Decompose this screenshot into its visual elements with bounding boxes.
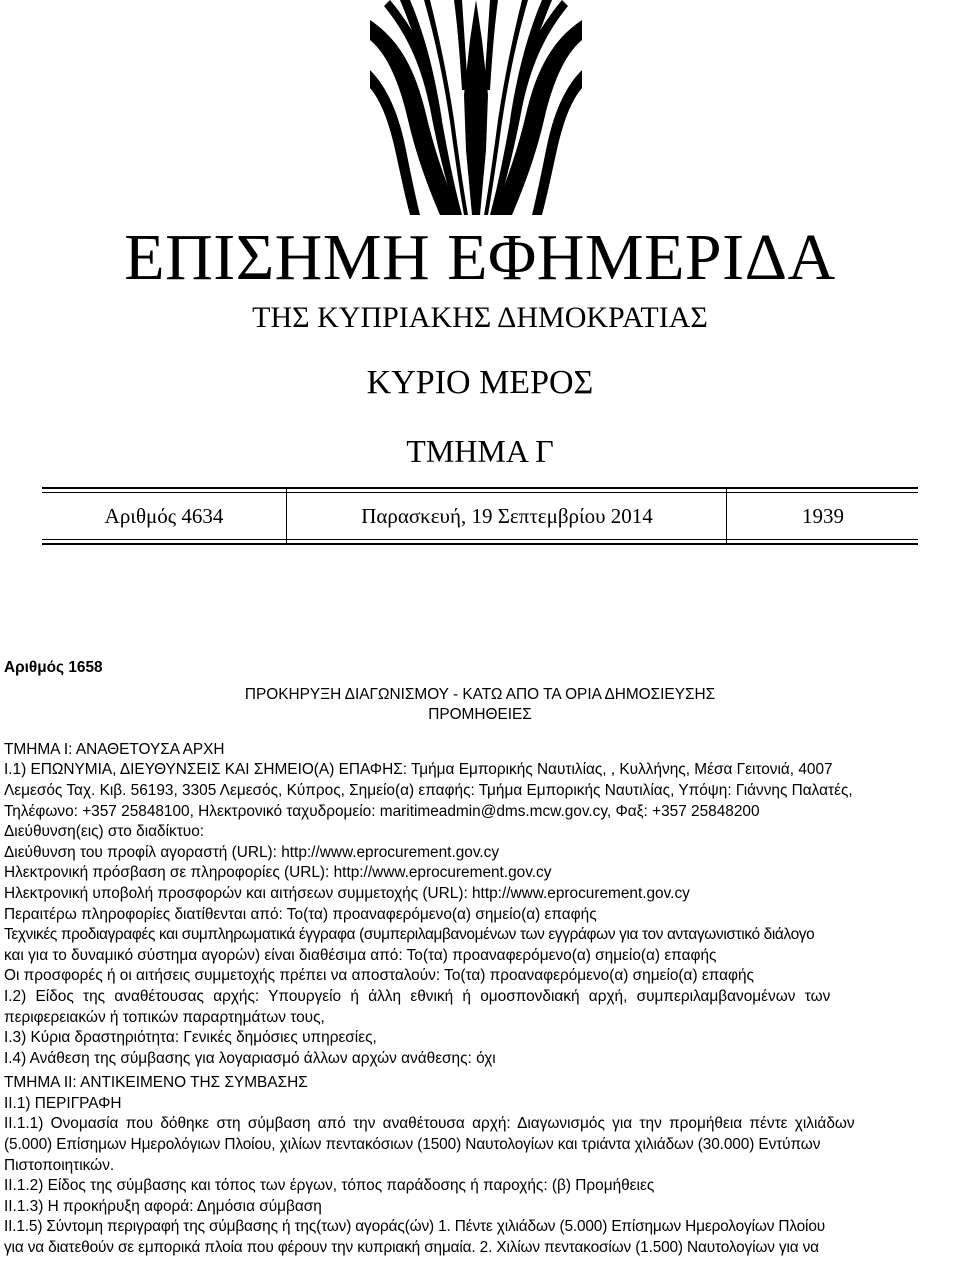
gazette-part: ΚΥΡΙΟ ΜΕΡΟΣ (366, 364, 594, 401)
issue-bar-bottom-rule (42, 539, 918, 540)
notice-body (4, 658, 956, 1259)
text-line: για να διατεθούν σε εμπορικά πλοία που φέρουν την κυπριακή σημαία. 2. Χιλίων πεντακοσίων (1.500) Ναυτολογίων για να (4, 1239, 819, 1257)
text-line: ΙΙ.1.1) Ονομασία που δόθηκε στη σύμβαση από την αναθέτουσα αρχή: Διαγωνισμός για την προμήθεια πέντε χιλιάδων (4, 1115, 855, 1133)
text-line: Περαιτέρω πληροφορίες διατίθενται από: Το(τα) προαναφερόμενο(α) σημείο(α) επαφής (4, 905, 597, 923)
notice-heading-category: ΠΡΟΜΗΘΕΙΕΣ (428, 706, 532, 724)
text-line: Ι.2) Είδος της αναθέτουσας αρχής: Υπουργείο ή άλλη εθνική ή ομοσπονδιακή αρχή, συμπεριλαμβανομένων των (4, 987, 831, 1005)
issue-bar-divider (286, 489, 287, 543)
section-1-title: ΤΜΗΜΑ Ι: ΑΝΑΘΕΤΟΥΣΑ ΑΡΧΗ (4, 740, 225, 758)
text-line: Διεύθυνση(εις) στο διαδίκτυο: (4, 823, 205, 841)
text-line: ΙΙ.1.3) Η προκήρυξη αφορά: Δημόσια σύμβαση (4, 1197, 322, 1215)
text-line: ΙΙ.1.2) Είδος της σύμβασης και τόπος των έργων, τόπος παράδοσης ή παροχής: (β) Προμήθειες (4, 1177, 655, 1195)
text-line: περιφερειακών ή τοπικών παραρτημάτων τους, (4, 1008, 325, 1026)
coat-of-arms-emblem (370, 0, 582, 215)
gazette-title: ΕΠΙΣΗΜΗ ΕΦΗΜΕΡΙΔΑ (124, 221, 836, 294)
issue-date: Παρασκευή, 19 Σεπτεμβρίου 2014 (361, 504, 653, 528)
issue-info-bar (42, 487, 918, 545)
issue-number: Αριθμός 4634 (104, 504, 224, 528)
text-line: Λεμεσός Ταχ. Κιβ. 56193, 3305 Λεμεσός, Κύπρος, Σημείο(α) επαφής: Τμήμα Εμπορικής Ναυτιλίας, Υπόψη: Γιάννης Παλατές, (4, 781, 853, 799)
issue-page-number: 1939 (802, 504, 844, 528)
gazette-section: ΤΜΗΜΑ Γ (406, 433, 554, 469)
text-line: Ηλεκτρονική πρόσβαση σε πληροφορίες (URL): http://www.eprocurement.gov.cy (4, 864, 552, 882)
text-line: Ι.3) Κύρια δραστηριότητα: Γενικές δημόσιες υπηρεσίες, (4, 1029, 377, 1047)
text-line: Ι.4) Ανάθεση της σύμβασης για λογαριασμό άλλων αρχών ανάθεσης: όχι (4, 1049, 496, 1067)
notice-number: Αριθμός 1658 (4, 659, 103, 676)
gazette-subtitle: ΤΗΣ ΚΥΠΡΙΑΚΗΣ ΔΗΜΟΚΡΑΤΙΑΣ (252, 301, 708, 334)
text-line: Διεύθυνση του προφίλ αγοραστή (URL): http://www.eprocurement.gov.cy (4, 843, 500, 861)
text-line: Τηλέφωνο: +357 25848100, Ηλεκτρονικό ταχυδρομείο: maritimeadmin@dms.mcw.gov.cy, Φαξ: +357 25848200 (4, 802, 760, 820)
text-line: ΙΙ.1.5) Σύντομη περιγραφή της σύμβασης ή της(των) αγοράς(ών) 1. Πέντε χιλιάδων (5.000) Επίσημων Ημερολογίων Πλοίου (4, 1218, 826, 1236)
text-line: Οι προσφορές ή οι αιτήσεις συμμετοχής πρέπει να αποσταλούν: Το(τα) προαναφερόμενο(α) σημείο(α) επαφής (4, 967, 754, 985)
text-line: Πιστοποιητικών. (4, 1156, 115, 1174)
text-line: Ι.1) ΕΠΩΝΥΜΙΑ, ΔΙΕΥΘΥΝΣΕΙΣ ΚΑΙ ΣΗΜΕΙΟ(Α) ΕΠΑΦΗΣ: Τμήμα Εμπορικής Ναυτιλίας, , Κυλλήνης, Μέσα Γειτονιά, 4007 (4, 761, 833, 779)
issue-bar-top-rule (42, 492, 918, 493)
text-line: ΙΙ.1) ΠΕΡΙΓΡΑΦΗ (4, 1094, 122, 1112)
issue-bar-divider (726, 489, 727, 543)
text-line: και για το δυναμικό σύστημα αγορών) είναι διαθέσιμα από: Το(τα) προαναφερόμενο(α) σημείο(α) επαφής (4, 946, 717, 964)
text-line: (5.000) Επίσημων Ημερολόγιων Πλοίου, χιλίων πεντακόσιων (1500) Ναυτολογίων και τριάντα χιλιάδων (30.000) Εντύπων (4, 1136, 821, 1154)
section-2-title: ΤΜΗΜΑ ΙΙ: ΑΝΤΙΚΕΙΜΕΝΟ ΤΗΣ ΣΥΜΒΑΣΗΣ (4, 1074, 308, 1092)
text-line: Τεχνικές προδιαγραφές και συμπληρωματικά έγγραφα (συμπεριλαμβανομένων των εγγράφων για τον ανταγωνιστικό διάλογο (4, 926, 815, 944)
text-line: Ηλεκτρονική υποβολή προσφορών και αιτήσεων συμμετοχής (URL): http://www.eprocurement.gov.cy (4, 884, 690, 902)
notice-heading: ΠΡΟΚΗΡΥΞΗ ΔΙΑΓΩΝΙΣΜΟΥ - ΚΑΤΩ ΑΠΟ ΤΑ ΟΡΙΑ ΔΗΜΟΣΙΕΥΣΗΣ (244, 685, 716, 703)
